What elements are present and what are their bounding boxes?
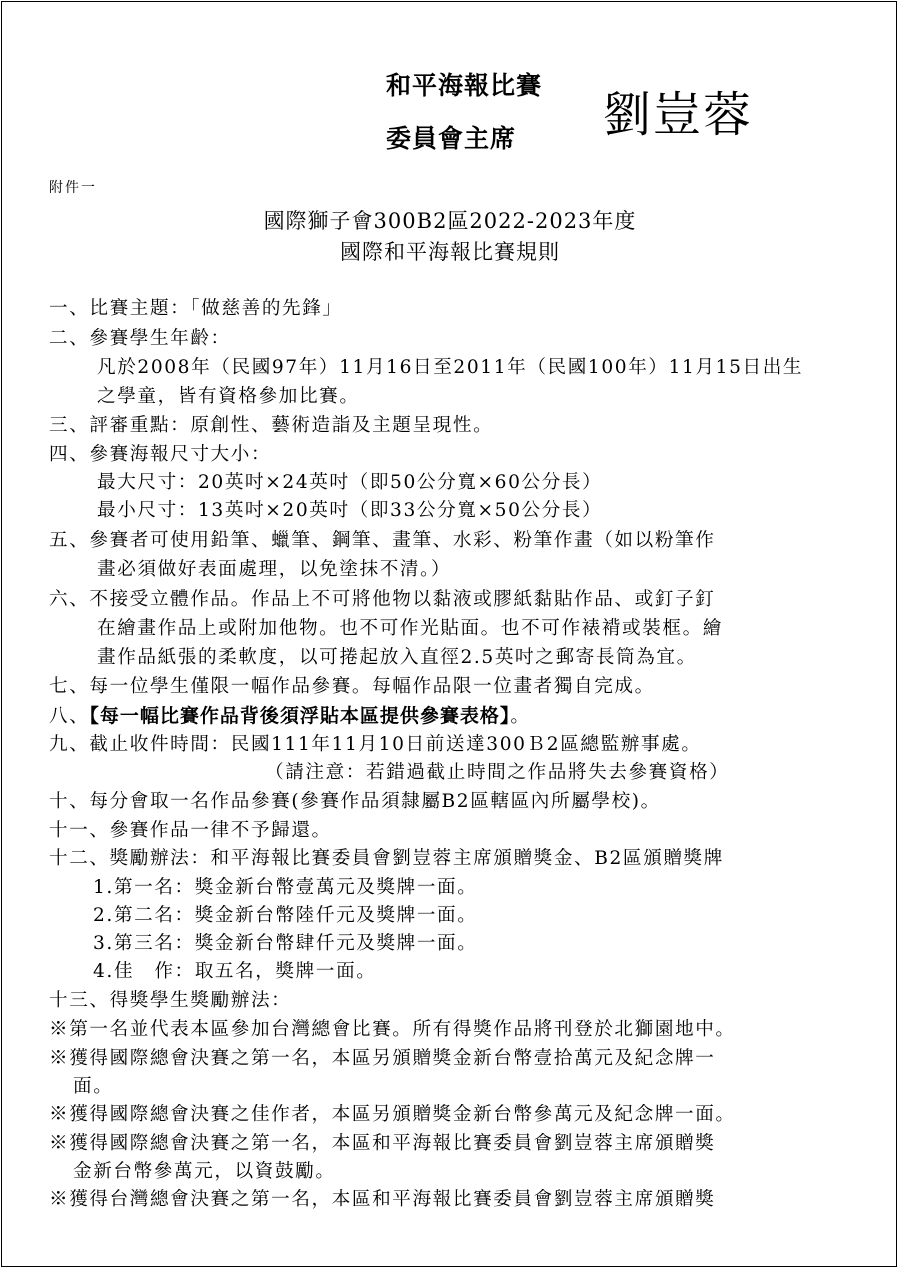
rule-9-note: （請注意：若錯過截止時間之作品將失去參賽資格） xyxy=(265,762,730,783)
note-3: ※獲得國際總會決賽之佳作者，本區另頒贈獎金新台幣參萬元及紀念牌一面。 xyxy=(49,1104,736,1125)
note-4-line1: ※獲得國際總會決賽之第一名，本區和平海報比賽委員會劉豈蓉主席頒贈獎 xyxy=(49,1133,716,1154)
document-page xyxy=(1,1,897,1267)
note-1: ※第一名並代表本區參加台灣總會比賽。所有得獎作品將刊登於北獅園地中。 xyxy=(49,1019,736,1040)
rule-8-period: 。 xyxy=(510,706,531,727)
rule-6-line1: 六、不接受立體作品。作品上不可將他物以黏液或膠紙黏貼作品、或釘子釘 xyxy=(49,589,716,610)
rule-2-age-heading: 二、參賽學生年齡： xyxy=(49,328,231,349)
rule-12-awards-heading: 十二、獎勵辦法：和平海報比賽委員會劉豈蓉主席頒贈獎金、B2區頒贈獎牌 xyxy=(49,848,724,869)
header-title-line2: 委員會主席 xyxy=(386,124,517,153)
rule-5-media-line1: 五、參賽者可使用鉛筆、蠟筆、鋼筆、畫筆、水彩、粉筆作畫（如以粉筆作 xyxy=(49,530,716,551)
rule-3-judging: 三、評審重點：原創性、藝術造詣及主題呈現性。 xyxy=(49,415,494,436)
note-2-line2: 面。 xyxy=(73,1076,114,1097)
rule-9-deadline: 九、截止收件時間：民國111年11月10日前送達300Ｂ2區總監辦事處。 xyxy=(49,734,702,755)
rule-4-size-heading: 四、參賽海報尺寸大小： xyxy=(49,444,272,465)
rule-11: 十一、參賽作品一律不予歸還。 xyxy=(49,820,332,841)
rule-8-number: 八、 xyxy=(49,706,90,727)
rule-8-emphasis: 【每一幅比賽作品背後須浮貼本區提供參賽表格】 xyxy=(89,705,511,727)
rule-2-age-line2: 之學童，皆有資格參加比賽。 xyxy=(97,386,360,407)
rule-13-heading: 十三、得獎學生獎勵辦法： xyxy=(49,990,292,1011)
document-title-line2: 國際和平海報比賽規則 xyxy=(340,240,560,264)
annex-label: 附件一 xyxy=(49,180,97,196)
note-2-line1: ※獲得國際總會決賽之第一名，本區另頒贈獎金新台幣壹拾萬元及紀念牌一 xyxy=(49,1048,716,1069)
chairperson-signature: 劉豈蓉 xyxy=(603,87,754,143)
rule-4-min-size: 最小尺寸：13英吋×20英吋（即33公分寬×50公分長） xyxy=(97,500,603,521)
rule-1-theme: 一、比賽主題：「做慈善的先鋒」 xyxy=(49,298,343,319)
rule-6-line2: 在繪畫作品上或附加他物。也不可作光貼面。也不可作裱褙或裝框。繪 xyxy=(97,618,724,639)
rule-2-age-line1: 凡於2008年（民國97年）11月16日至2011年（民國100年）11月15日出生 xyxy=(97,357,804,378)
rule-6-line3: 畫作品紙張的柔軟度，以可捲起放入直徑2.5英吋之郵寄長筒為宜。 xyxy=(97,647,697,668)
rule-10: 十、每分會取一名作品參賽(參賽作品須隸屬B2區轄區內所屬學校)。 xyxy=(49,791,661,812)
rule-7: 七、每一位學生僅限一幅作品參賽。每幅作品限一位畫者獨自完成。 xyxy=(49,676,655,697)
award-third-place: 3.第三名：獎金新台幣肆仟元及獎牌一面。 xyxy=(93,933,478,954)
rule-5-media-line2: 畫必須做好表面處理，以免塗抹不清。） xyxy=(97,559,452,580)
document-title-line1: 國際獅子會300B2區2022-2023年度 xyxy=(263,209,637,233)
note-5-line1: ※獲得台灣總會決賽之第一名，本區和平海報比賽委員會劉豈蓉主席頒贈獎 xyxy=(49,1189,716,1210)
rule-4-max-size: 最大尺寸：20英吋×24英吋（即50公分寬×60公分長） xyxy=(97,472,603,493)
award-honorable-mention: 4.佳 作：取五名，獎牌一面。 xyxy=(93,961,377,982)
award-second-place: 2.第二名：獎金新台幣陸仟元及獎牌一面。 xyxy=(93,905,478,926)
note-4-line2: 金新台幣參萬元，以資鼓勵。 xyxy=(73,1161,336,1182)
award-first-place: 1.第一名：獎金新台幣壹萬元及獎牌一面。 xyxy=(93,877,478,898)
header-title-line1: 和平海報比賽 xyxy=(386,71,543,100)
rule-8 xyxy=(49,705,531,728)
